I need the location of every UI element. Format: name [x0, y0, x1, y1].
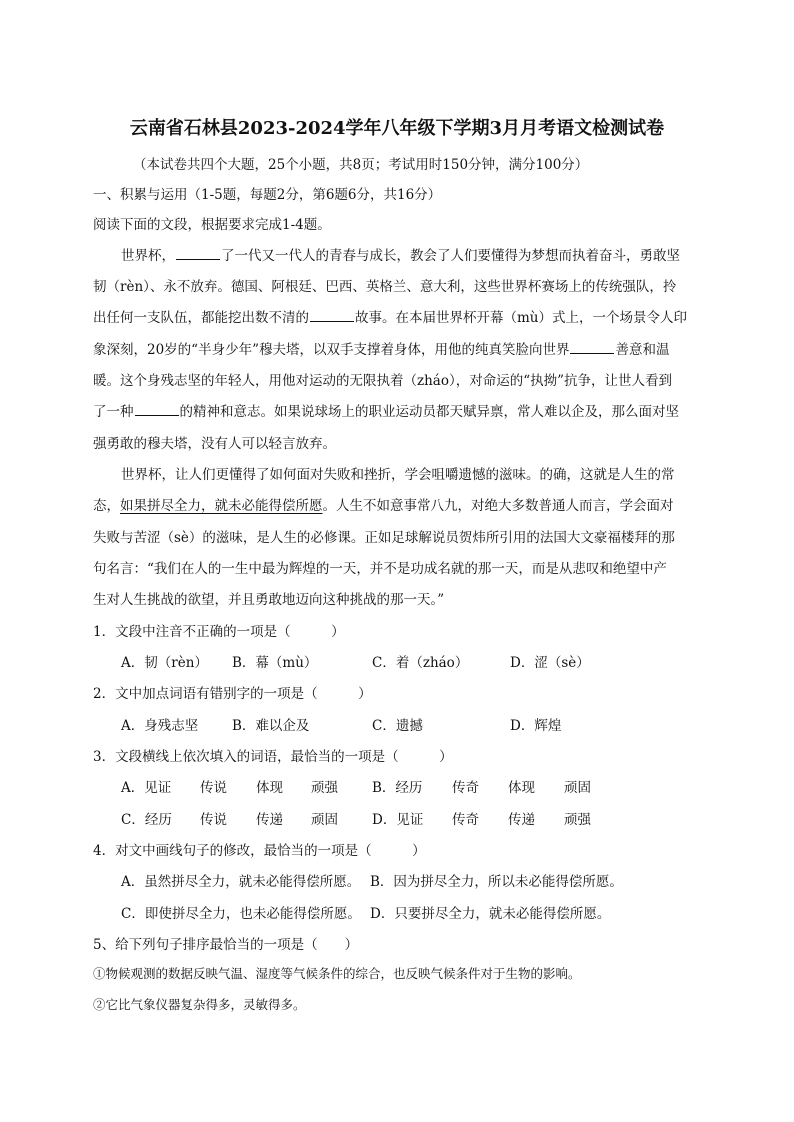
option-word: 传递 [256, 812, 283, 828]
passage-line: 世界杯，让人们更懂得了如何面对失败和挫折，学会咀嚼遗憾的滋味。的确，这就是人生的常 [121, 467, 675, 483]
passage-text: 。人生不如意事常八九，对绝大多数普通人而言，学会面对 [322, 498, 674, 514]
question-stem: 5、给下列句子排序最恰当的一项是（ ） [93, 937, 359, 953]
passage-text: 的精神和意志。如果说球场上的职业运动员都天赋异禀，常人难以企及，那么面对坚 [179, 404, 679, 420]
option: A．身残志坚 [121, 718, 199, 734]
fill-blank [176, 247, 220, 260]
passage-line: 暖。这个身残志坚的年轻人，用他对运动的无限执着（zháo），对命运的“执拗”抗争，让世人看到 [93, 373, 673, 389]
option: A．韧（rèn） [121, 655, 208, 671]
passage-text: 故事。在本届世界杯开幕（mù）式上，一个场景令人印 [355, 310, 687, 326]
option: C．遗撼 [372, 718, 423, 734]
passage-line [121, 244, 680, 264]
option-word: 传奇 [452, 780, 479, 796]
option: B．难以企及 [232, 718, 310, 734]
passage-line: 强勇敢的穆夫塔，没有人可以轻言放弃。 [93, 436, 336, 452]
sentence-item: ①物候观测的数据反映气温、湿度等气候条件的综合，也反映气候条件对于生物的影响。 [93, 966, 581, 981]
passage-line: 韧（rèn）、永不放弃。德国、阿根廷、巴西、英格兰、意大利，这些世界杯赛场上的传统强队，拎 [93, 279, 677, 295]
option: D．只要拼尽全力，就未必能得偿所愿。 [370, 906, 611, 922]
passage-text: 态， [93, 498, 120, 514]
passage-line [93, 306, 687, 326]
option-word: 传说 [200, 812, 227, 828]
option-word: 体现 [256, 780, 283, 796]
option: A．虽然拼尽全力，就未必能得偿所愿。 [121, 874, 361, 890]
sentence-item: ②它比气象仪器复杂得多，灵敏得多。 [93, 997, 306, 1012]
question-stem: 1．文段中注音不正确的一项是（ ） [93, 624, 345, 640]
fill-blank [135, 403, 179, 416]
option: C．着（zháo） [372, 655, 469, 671]
page-subtitle: （本试卷共四个大题，25个小题，共8页；考试用时150分钟，满分100分） [133, 157, 589, 173]
option: D．涩（sè） [510, 655, 590, 671]
option-word: 传奇 [452, 812, 479, 828]
passage-text: 出任何一支队伍，都能挖出数不清的 [93, 310, 309, 326]
option-word: 体现 [508, 780, 535, 796]
question-stem: 4．对文中画线句子的修改，最恰当的一项是（ ） [93, 843, 426, 859]
option-word: B．经历 [372, 780, 423, 796]
instruction: 阅读下面的文段，根据要求完成1-4题。 [93, 217, 331, 233]
passage-text: 善意和温 [615, 342, 670, 358]
underlined-sentence: 如果拼尽全力，就未必能得偿所愿 [120, 498, 323, 514]
question-stem: 3．文段横线上依次填入的词语，最恰当的一项是（ ） [93, 749, 453, 765]
passage-text: 象深刻，20岁的“半身少年”穆夫塔，以双手支撑着身体，用他的纯真笑脸向世界 [93, 342, 570, 358]
passage-line: 失败与苦涩（sè）的滋味，是人生的必修课。正如足球解说员贺炜所引用的法国大文豪福楼拜的那 [93, 530, 675, 546]
option-word: C．经历 [121, 812, 172, 828]
option-word: D．见证 [372, 812, 424, 828]
option-word: 传递 [508, 812, 535, 828]
fill-blank [310, 309, 354, 322]
passage-line [93, 338, 669, 358]
option-word: 顽强 [564, 812, 591, 828]
fill-blank [570, 341, 614, 354]
passage-text: 世界杯， [121, 248, 175, 264]
option-word: 顽强 [311, 780, 338, 796]
question-stem: 2．文中加点词语有错别字的一项是（ ） [93, 686, 372, 702]
option: B．因为拼尽全力，所以未必能得偿所愿。 [370, 874, 623, 890]
passage-text: 了一代又一代人的青春与成长，教会了人们要懂得为梦想而执着奋斗，勇敢坚 [221, 248, 680, 264]
option-word: 顽固 [311, 812, 338, 828]
passage-line: 句名言：“我们在人的一生中最为辉煌的一天，并不是功成名就的那一天，而是从悲叹和绝望中产 [93, 561, 667, 577]
passage-line [93, 400, 679, 420]
option-word: A．见证 [121, 780, 172, 796]
passage-text: 了一种 [93, 404, 134, 420]
option-word: 传说 [200, 780, 227, 796]
option: D．辉煌 [510, 718, 562, 734]
option: B．幕（mù） [232, 655, 318, 671]
section-heading: 一、积累与运用（1-5题，每题2分，第6题6分，共16分） [93, 187, 442, 203]
passage-line: 生对人生挑战的欲望，并且勇敢地迈向这种挑战的那一天。” [93, 592, 445, 608]
passage-line [93, 494, 674, 514]
page-title: 云南省石林县2023-2024学年八年级下学期3月月考语文检测试卷 [129, 118, 665, 139]
option: C．即使拼尽全力，也未必能得偿所愿。 [121, 906, 361, 922]
option-word: 顽固 [564, 780, 591, 796]
